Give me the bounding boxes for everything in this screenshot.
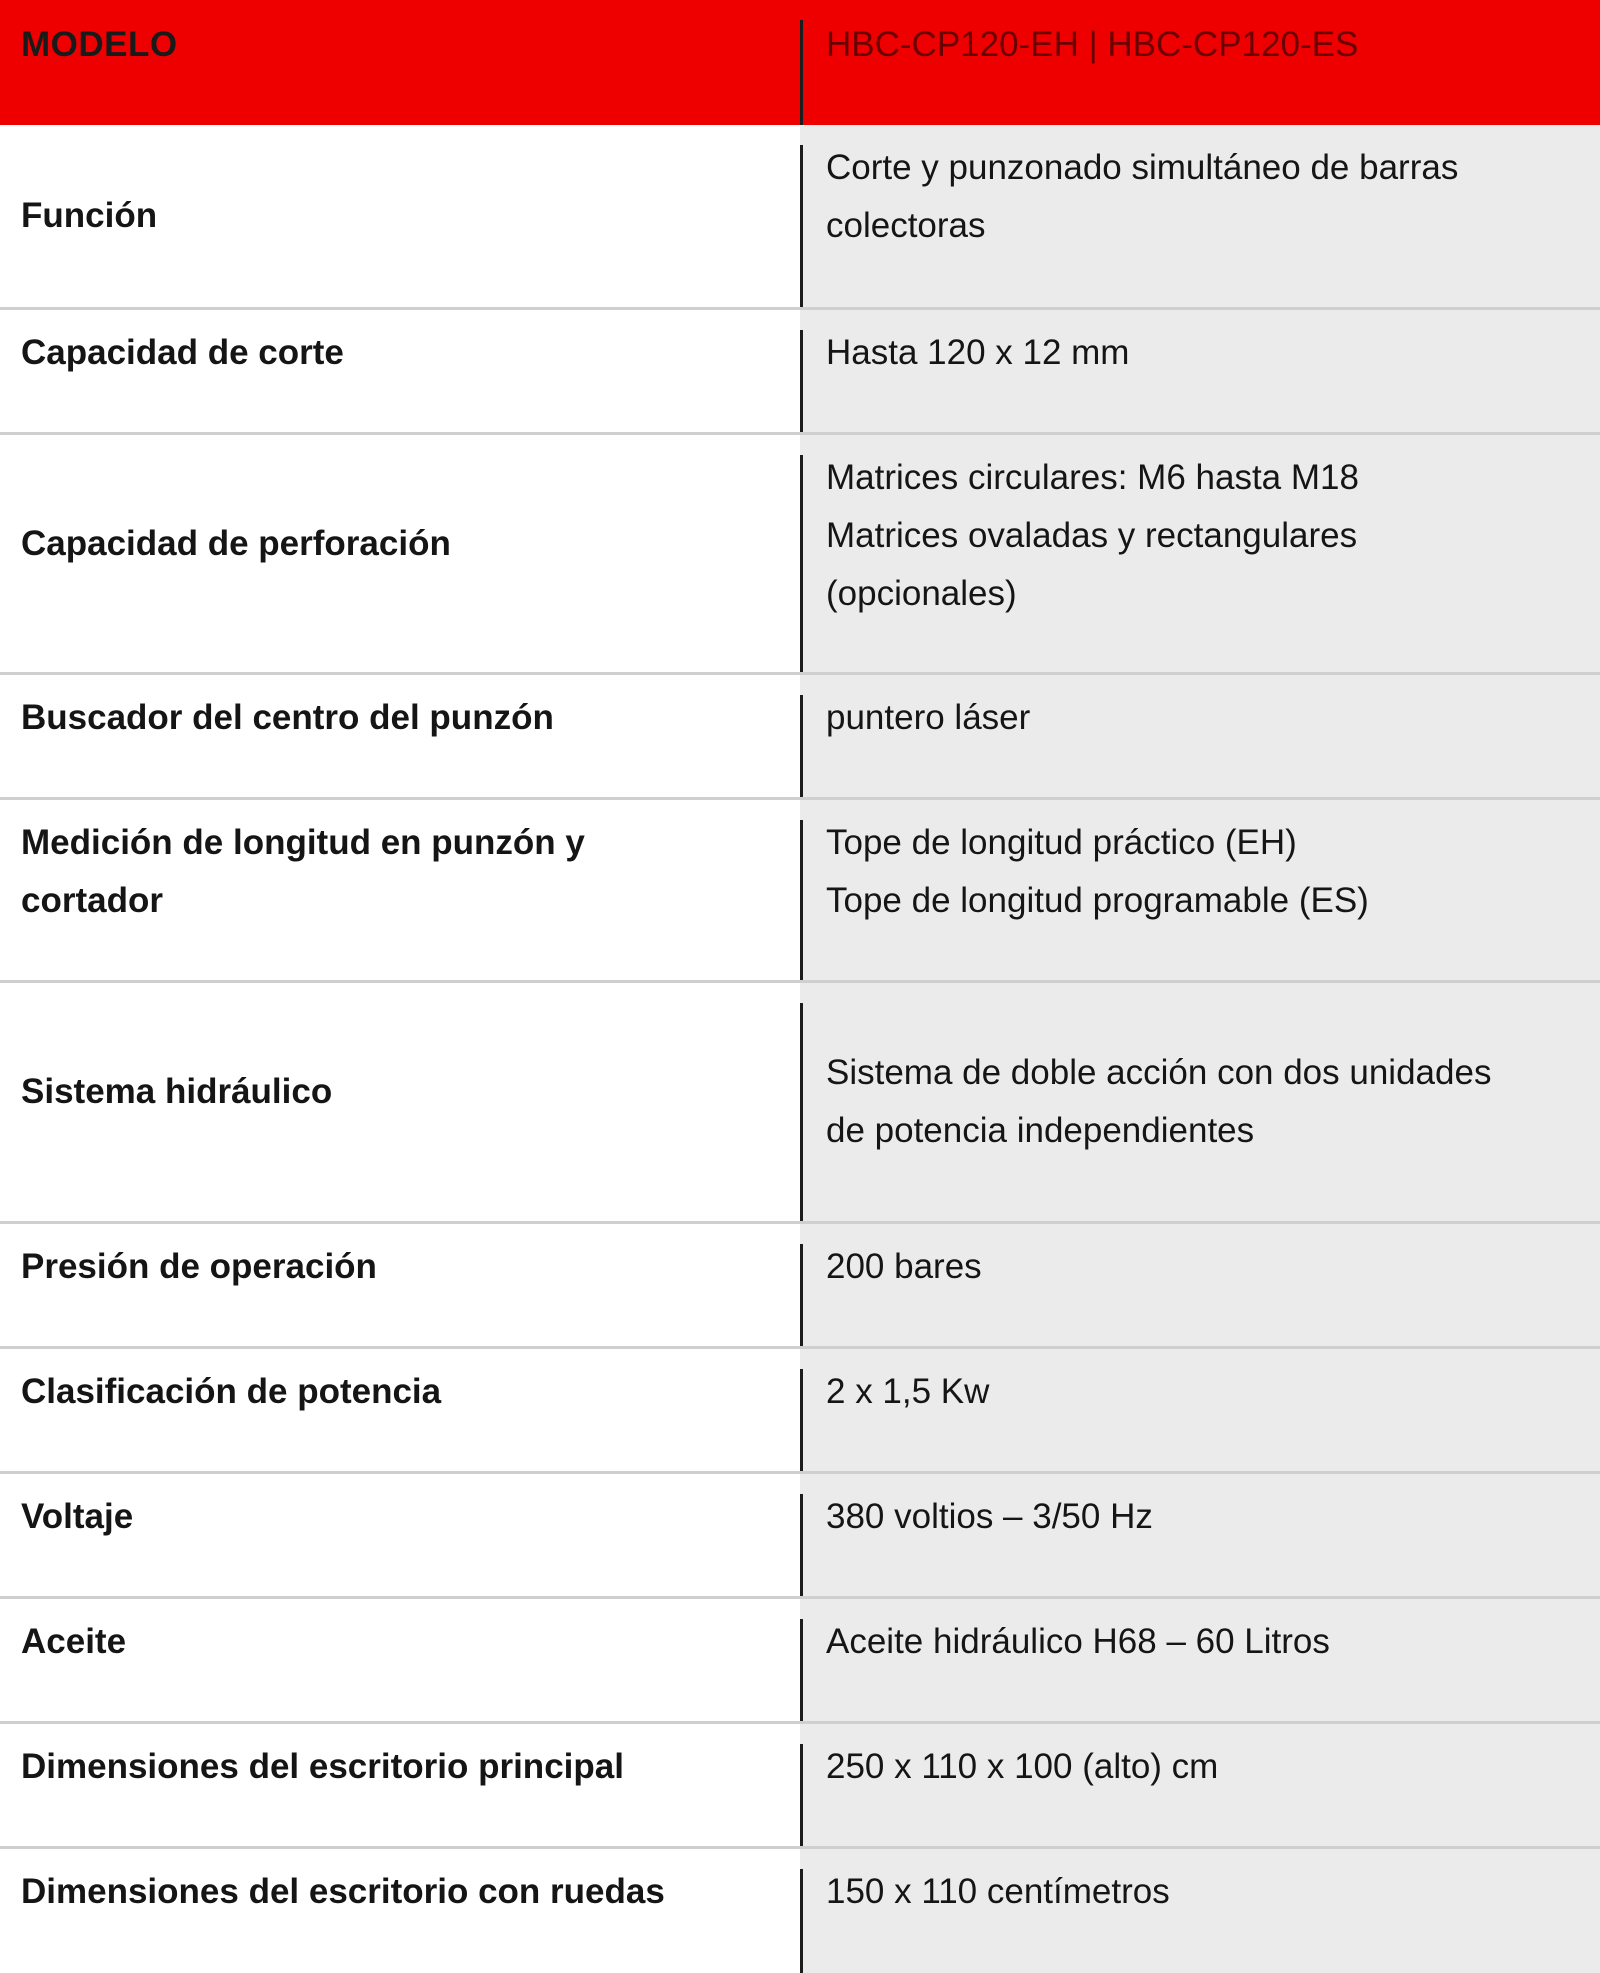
table-row (0, 435, 1600, 675)
table-row (0, 1224, 1600, 1349)
row-value-line: 380 voltios – 3/50 Hz (826, 1497, 1153, 1536)
row-label (0, 310, 800, 432)
table-row (0, 1724, 1600, 1849)
row-value (800, 435, 1600, 672)
row-value (800, 1849, 1600, 1973)
table-row (0, 125, 1600, 310)
row-value-line: 150 x 110 centímetros (826, 1872, 1170, 1911)
row-label-line: cortador (21, 881, 163, 920)
row-label (0, 800, 800, 980)
row-label-line: Capacidad de corte (21, 333, 344, 372)
row-label-line: Dimensiones del escritorio con ruedas (21, 1872, 665, 1911)
table-header-row (0, 0, 1600, 125)
row-label-line: Presión de operación (21, 1247, 377, 1286)
row-label (0, 1474, 800, 1596)
row-label-line: Capacidad de perforación (21, 523, 451, 563)
row-value-line: Corte y punzonado simultáneo de barras (826, 148, 1459, 187)
table-row (0, 983, 1600, 1224)
row-value-line: de potencia independientes (826, 1111, 1255, 1150)
table-row (0, 1599, 1600, 1724)
row-value-line: Aceite hidráulico H68 – 60 Litros (826, 1622, 1330, 1661)
row-value (800, 1724, 1600, 1846)
row-value (800, 1349, 1600, 1471)
row-label (0, 1724, 800, 1846)
row-label-line: Aceite (21, 1622, 127, 1661)
row-value-line: 2 x 1,5 Kw (826, 1372, 990, 1411)
row-label (0, 435, 800, 672)
row-label-line: Función (21, 196, 158, 235)
row-label-line: Clasificación de potencia (21, 1372, 442, 1411)
row-label (0, 1349, 800, 1471)
row-value-line: 250 x 110 x 100 (alto) cm (826, 1747, 1219, 1786)
table-row (0, 1349, 1600, 1474)
row-value-line: Hasta 120 x 12 mm (826, 333, 1130, 372)
row-value-line: 200 bares (826, 1247, 982, 1286)
row-label (0, 983, 800, 1221)
row-value (800, 310, 1600, 432)
row-value (800, 800, 1600, 980)
row-label-line: Sistema hidráulico (21, 1072, 333, 1111)
row-value-line: Tope de longitud práctico (EH) (826, 823, 1297, 862)
row-label (0, 675, 800, 797)
row-value (800, 125, 1600, 307)
row-value-line: (opcionales) (826, 574, 1017, 613)
table-row (0, 310, 1600, 435)
row-value-line: puntero láser (826, 698, 1031, 737)
row-value-line: Tope de longitud programable (ES) (826, 881, 1369, 920)
row-value (800, 1599, 1600, 1721)
row-label-line: Medición de longitud en punzón y (21, 823, 585, 862)
row-label (0, 1224, 800, 1346)
row-value-line: Matrices circulares: M6 hasta M18 (826, 458, 1359, 497)
table-row (0, 675, 1600, 800)
header-value: HBC-CP120-EH | HBC-CP120-ES (800, 0, 1600, 125)
row-label-line: Dimensiones del escritorio principal (21, 1747, 624, 1786)
row-value (800, 675, 1600, 797)
row-value (800, 983, 1600, 1221)
row-label-line: Buscador del centro del punzón (21, 698, 554, 737)
row-label (0, 1849, 800, 1973)
row-label (0, 1599, 800, 1721)
table-row (0, 1849, 1600, 1973)
row-value (800, 1224, 1600, 1346)
table-row (0, 1474, 1600, 1599)
row-value-line: Sistema de doble acción con dos unidades (826, 1053, 1492, 1092)
row-value-line: Matrices ovaladas y rectangulares (826, 516, 1358, 555)
header-label: MODELO (0, 0, 800, 125)
row-label-line: Voltaje (21, 1497, 134, 1536)
table-row (0, 800, 1600, 983)
row-value (800, 1474, 1600, 1596)
row-value-line: colectoras (826, 206, 986, 245)
row-label (0, 125, 800, 307)
